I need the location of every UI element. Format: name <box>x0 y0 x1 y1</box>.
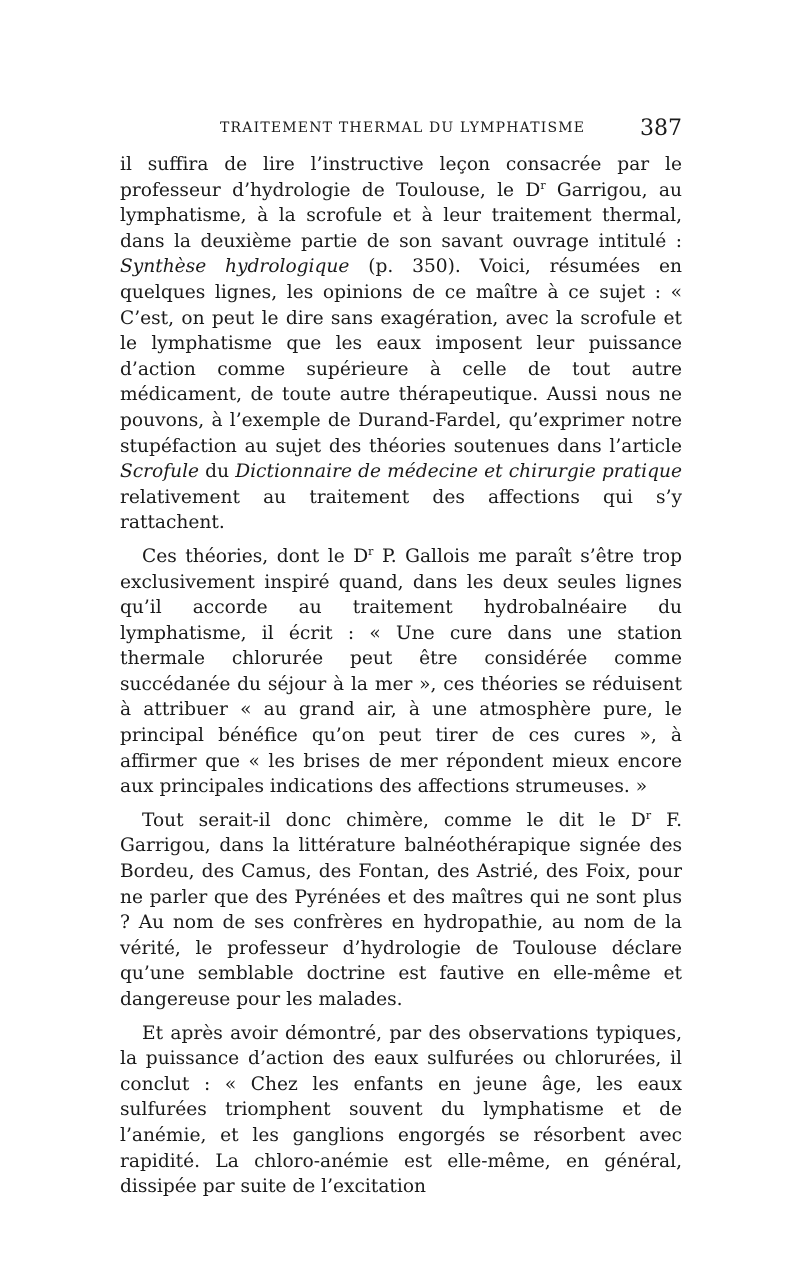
paragraph-1 <box>120 152 682 536</box>
running-header <box>120 112 682 146</box>
text-run: du <box>199 461 236 483</box>
superscript: r <box>540 178 546 192</box>
text-run: Et après avoir démontré, par des observations typiques, la puissance d’action des eaux sulfurées ou chlorurées, il conclut : « Chez les enfants en jeune âge, les eaux sulfurées triomphent souvent du lymphatisme et de l’anémie, et les ganglions engorgés se résorbent avec rapidité. La chloro-anémie est elle-même, en général, dissipée par suite de l’excitation <box>120 1022 682 1198</box>
body-text <box>120 152 682 1200</box>
text-run: relativement au traitement des affections qui s’y rattachent. <box>120 486 682 534</box>
superscript: r <box>645 808 652 822</box>
paragraph-4 <box>120 1021 682 1200</box>
italic-title: Dictionnaire de médecine et chirurgie pratique <box>235 461 683 483</box>
paragraph-3 <box>120 808 682 1013</box>
text-run: P. Gallois me paraît s’être trop exclusivement inspiré quand, dans les deux seules lignes qu’il accorde au traitement hydrobalnéaire du lymphatisme, il écrit : « Une cure dans une station thermale chlorurée peut être considérée comme succédanée du séjour à la mer », ces théories se réduisent à attribuer « au grand air, à une atmosphère pure, le principal bénéfice qu’on peut tirer de ces cures », à affirmer que « les brises de mer répondent mieux encore aux principales indications des affections strumeuses. » <box>120 545 682 798</box>
italic-title: Synthèse hydrologique <box>120 256 350 278</box>
italic-title: Scrofule <box>120 461 200 483</box>
paragraph-2 <box>120 544 682 800</box>
text-run: F. Garrigou, dans la littérature balnéothérapique signée des Bordeu, des Camus, des Fontan, des Astrié, des Foix, pour ne parler que des Pyrénées et des maîtres qui ne sont plus ? Au nom de ses confrères en hydropathie, au nom de la vérité, le professeur d’hydrologie de Toulouse déclare qu’une semblable doctrine est fautive en elle-même et dangereuse pour les malades. <box>120 809 683 1010</box>
superscript: r <box>368 544 374 558</box>
text-run: Garrigou, au lymphatisme, à la scrofule et à leur traitement thermal, dans la deuxième partie de son savant ouvrage intitulé : <box>120 179 682 252</box>
text-run: il suffira de lire l’instructive leçon consacrée par le professeur d’hydrologie de Toulouse, le D <box>120 154 682 201</box>
running-title: TRAITEMENT THERMAL DU LYMPHATISME <box>220 120 586 136</box>
page-number: 387 <box>640 116 682 141</box>
book-page <box>120 112 682 1208</box>
text-run: Tout serait-il donc chimère, comme le dit le D <box>142 809 646 831</box>
text-run: Ces théories, dont le D <box>142 545 369 567</box>
text-run: (p. 350). Voici, résumées en quelques lignes, les opinions de ce maître à ce sujet : « C’est, on peut le dire sans exagération, avec la scrofule et le lymphatisme que les eaux imposent leur puissance d’action comme supérieure à celle de tout autre médicament, de toute autre thérapeutique. Aussi nous ne pouvons, à l’exemple de Durand-Fardel, qu’exprimer notre stupéfaction au sujet des théories soutenues dans l’article <box>120 256 682 457</box>
